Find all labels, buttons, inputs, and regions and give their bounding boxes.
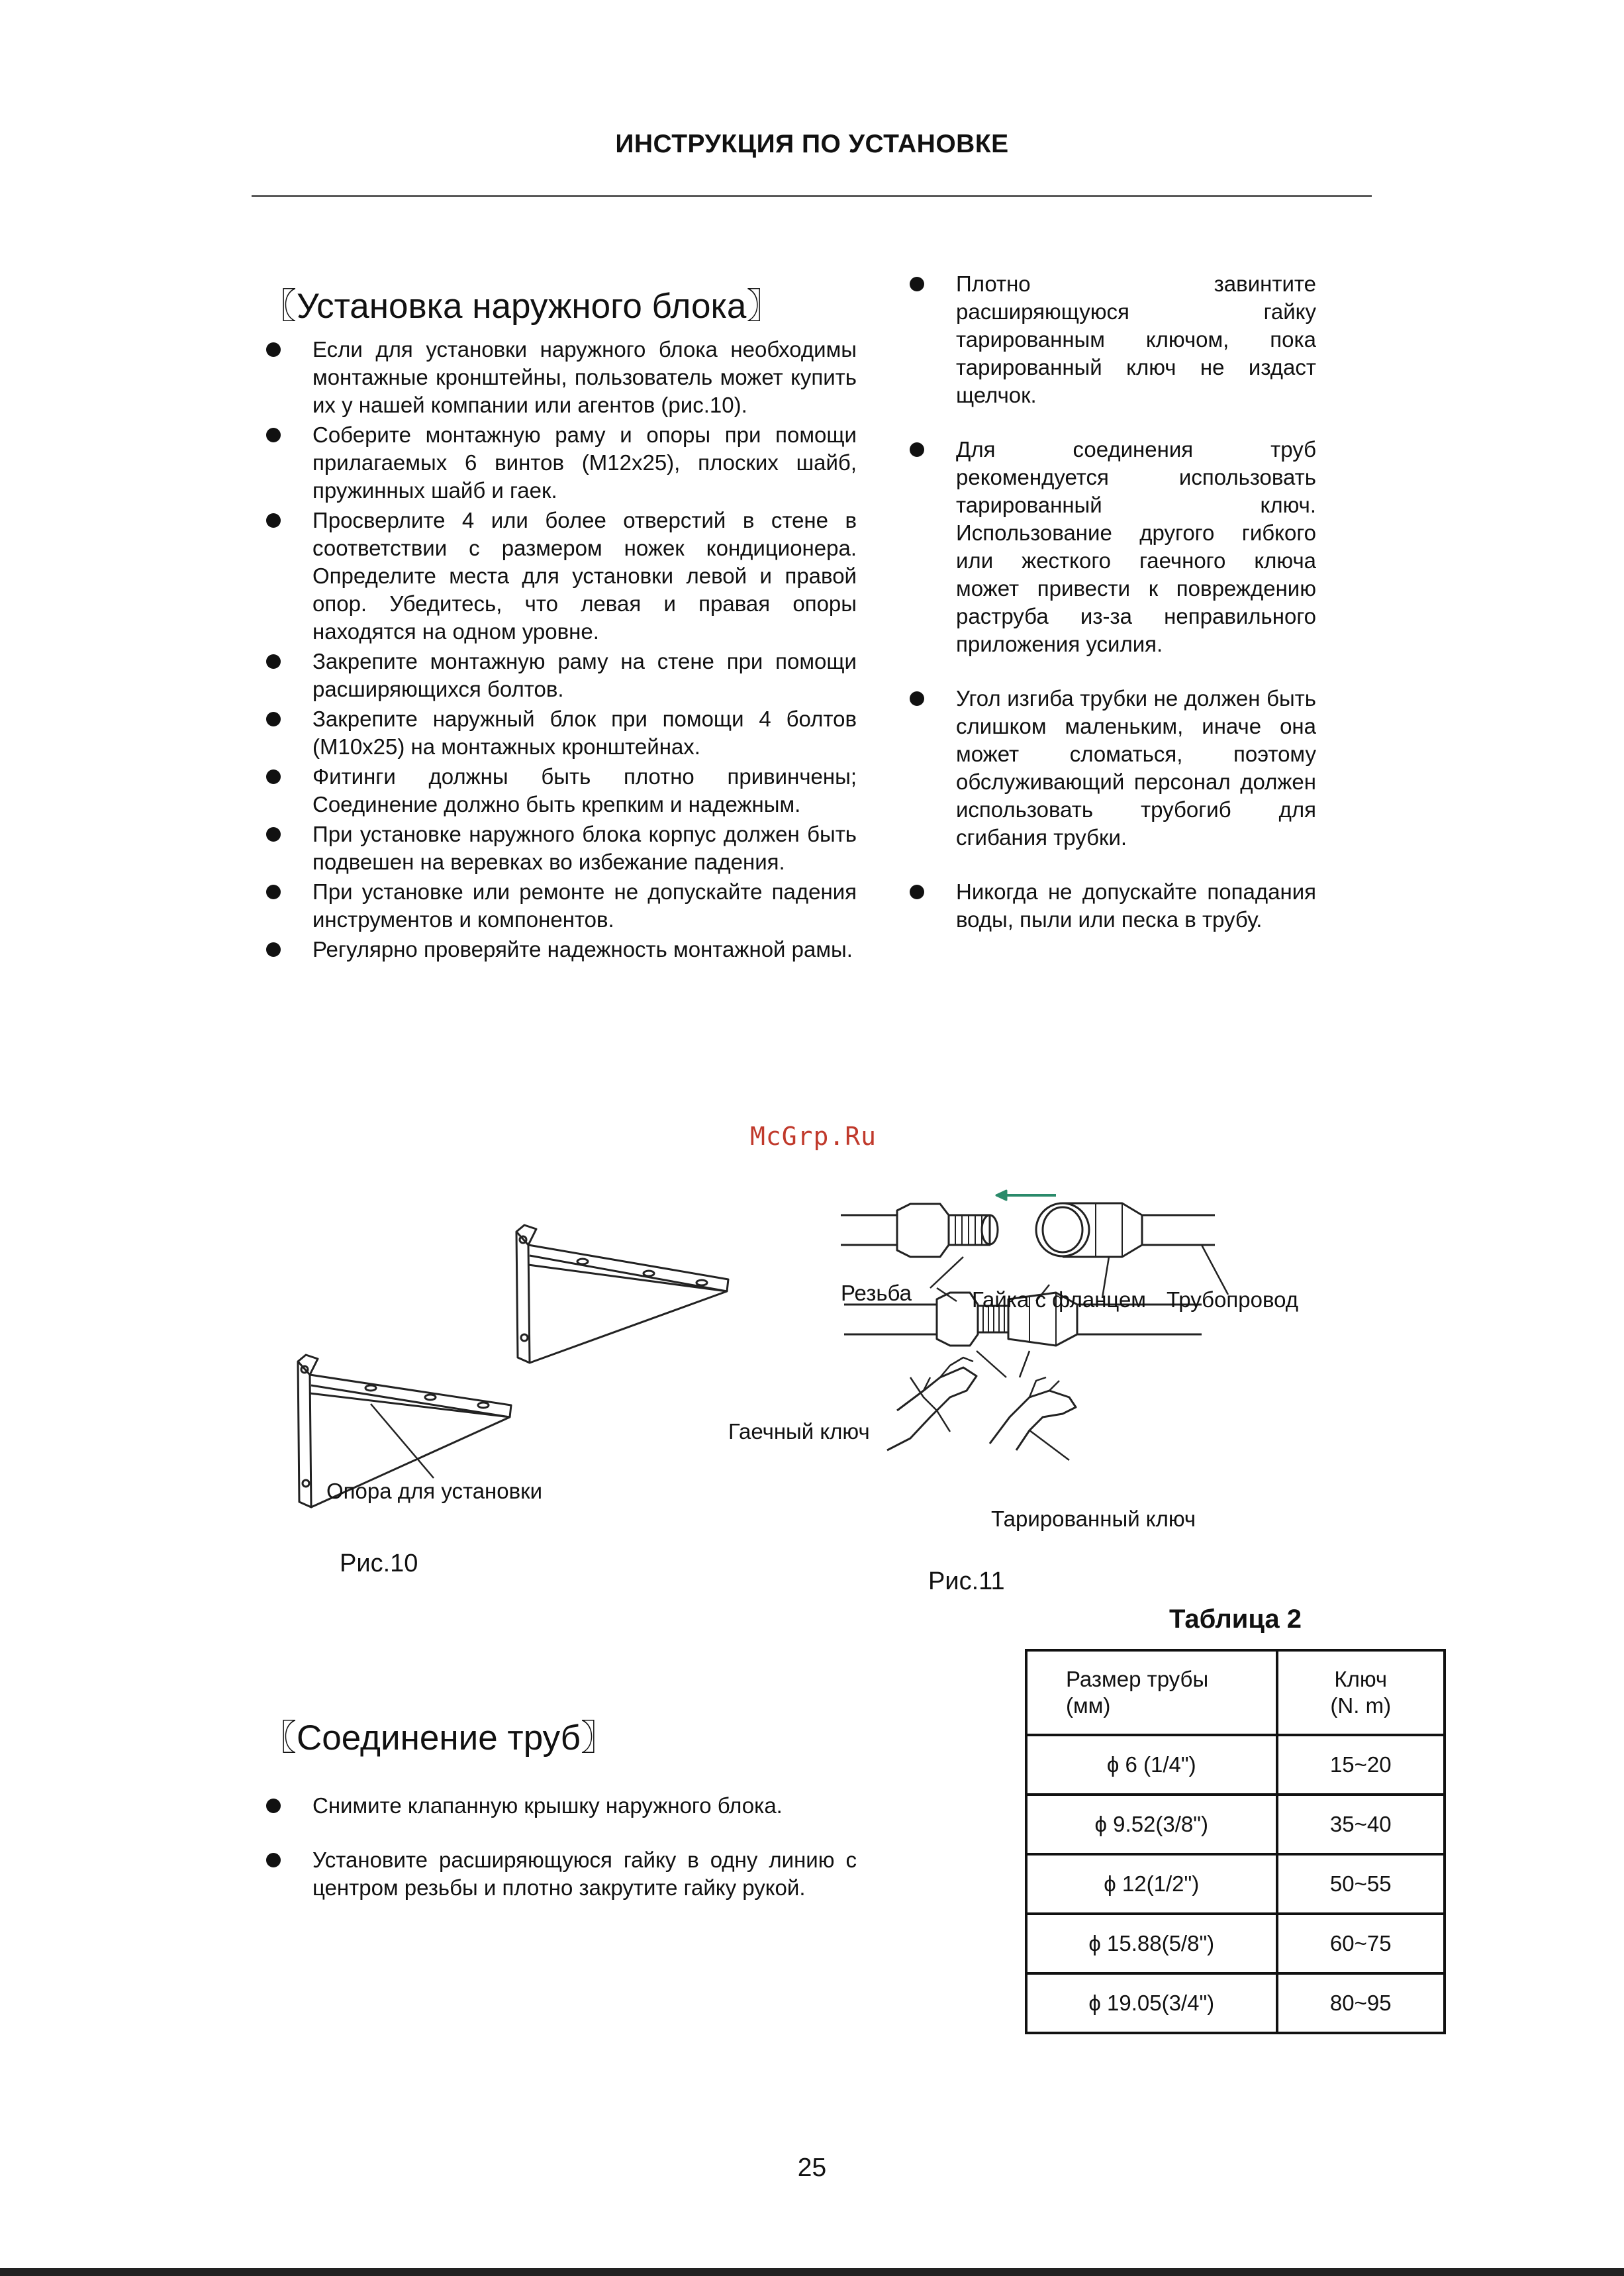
figure-11-caption: Рис.11 xyxy=(928,1567,1005,1595)
list-item: Закрепите монтажную раму на стене при помощи расширяющихся болтов. xyxy=(260,648,857,703)
bullet-icon xyxy=(266,712,281,726)
bullet-icon xyxy=(266,1853,281,1867)
pipe-end-opening xyxy=(1036,1203,1089,1256)
wrench-hand-icon xyxy=(887,1367,977,1450)
list-item: Снимите клапанную крышку наружного блока. xyxy=(260,1792,857,1820)
flare-nut-left-top xyxy=(897,1204,949,1257)
torque-wrench-hand-icon xyxy=(990,1391,1076,1450)
table-cell-torque: 50~55 xyxy=(1277,1854,1445,1914)
right-column-bullet-list xyxy=(903,270,1316,960)
bullet-icon xyxy=(266,513,281,528)
table-row xyxy=(1026,1914,1445,1973)
label-flare-nut: Гайка с фланцем xyxy=(972,1287,1146,1312)
table-cell-size: ϕ 9.52(3/8") xyxy=(1026,1795,1277,1854)
bracket-back-plate xyxy=(516,1232,530,1363)
pipe-right-top xyxy=(1142,1215,1215,1245)
section-title-pipe-connection: 〖Соединение труб〗 xyxy=(262,1718,616,1757)
table-cell-size: ϕ 19.05(3/4") xyxy=(1026,1973,1277,2033)
table-cell-size: ϕ 12(1/2") xyxy=(1026,1854,1277,1914)
list-item: При установке наружного блока корпус должен быть подвешен на веревках во избежание падения. xyxy=(260,820,857,876)
figure-10-bracket-drawing xyxy=(278,1205,755,1523)
bullet-icon xyxy=(910,442,924,457)
figure-11-pipe-connection-drawing xyxy=(831,1179,1321,1497)
table-header-pipe-size: Размер трубы (мм) xyxy=(1026,1650,1277,1735)
figure-10-caption: Рис.10 xyxy=(340,1550,418,1577)
bullet-icon xyxy=(266,769,281,784)
list-item: При установке или ремонте не допускайте падения инструментов и компонентов. xyxy=(260,878,857,934)
table-cell-torque: 60~75 xyxy=(1277,1914,1445,1973)
bullet-icon xyxy=(266,885,281,899)
list-item: Плотно завинтите расширяющуюся гайку тарированным ключом, пока тарированный ключ не издаст щелчок. xyxy=(903,270,1316,409)
bullet-icon xyxy=(266,654,281,669)
label-torque-wrench: Тарированный ключ xyxy=(991,1507,1196,1531)
table-cell-size: ϕ 15.88(5/8") xyxy=(1026,1914,1277,1973)
label-wrench: Гаечный ключ xyxy=(728,1419,870,1444)
table-cell-torque: 80~95 xyxy=(1277,1973,1445,2033)
bullet-icon xyxy=(910,885,924,899)
table-header-torque: Ключ (N. m) xyxy=(1277,1650,1445,1735)
table-row xyxy=(1026,1795,1445,1854)
outdoor-unit-bullet-list xyxy=(260,336,857,965)
pipe-left-top xyxy=(841,1215,897,1245)
pipe-connection-bullet-list xyxy=(260,1792,857,1928)
table-row xyxy=(1026,1854,1445,1914)
watermark-text: McGrp.Ru xyxy=(750,1122,877,1151)
table-header-row xyxy=(1026,1650,1445,1735)
table-row xyxy=(1026,1973,1445,2033)
header-divider xyxy=(252,195,1372,197)
bracket-back-brace xyxy=(530,1291,727,1363)
bullet-icon xyxy=(910,277,924,291)
list-item: Для соединения труб рекомендуется использовать тарированный ключ. Использование другого гибкого или жесткого гаечного ключа может привести к повреждению раструба из-за неправильного приложения усилия. xyxy=(903,436,1316,658)
pipe-left-assembled xyxy=(844,1305,937,1334)
section-title-outdoor-unit: 〖Установка наружного блока〗 xyxy=(262,287,782,326)
list-item: Угол изгиба трубки не должен быть слишком маленьким, иначе она может сломаться, поэтому обслуживающий персонал должен использовать трубогиб для сгибания трубки. xyxy=(903,685,1316,852)
list-item: Фитинги должны быть плотно привинчены; Соединение должно быть крепким и надежным. xyxy=(260,763,857,818)
label-pipeline: Трубопровод xyxy=(1167,1287,1299,1312)
list-item: Соберите монтажную раму и опоры при помощи прилагаемых 6 винтов (М12x25), плоских шайб, пружинных шайб и гаек. xyxy=(260,421,857,505)
list-item: Никогда не допускайте попадания воды, пыли или песка в трубу. xyxy=(903,878,1316,934)
table-cell-torque: 15~20 xyxy=(1277,1735,1445,1795)
bullet-icon xyxy=(266,1799,281,1813)
bullet-icon xyxy=(910,691,924,706)
page-number: 25 xyxy=(797,2153,827,2182)
list-item: Закрепите наружный блок при помощи 4 болтов (М10x25) на монтажных кронштейнах. xyxy=(260,705,857,761)
bullet-icon xyxy=(266,942,281,957)
label-thread: Резьба xyxy=(841,1281,912,1305)
table-row xyxy=(1026,1735,1445,1795)
table-cell-torque: 35~40 xyxy=(1277,1795,1445,1854)
list-item: Установите расширяющуюся гайку в одну линию с центром резьбы и плотно закрутите гайку рукой. xyxy=(260,1846,857,1902)
bullet-icon xyxy=(266,428,281,442)
label-mounting-support: Опора для установки xyxy=(326,1479,543,1503)
torque-table xyxy=(1025,1649,1446,2034)
thread-icon xyxy=(955,1215,982,1245)
table-2-title: Таблица 2 xyxy=(1169,1605,1302,1634)
bottom-border xyxy=(0,2268,1624,2276)
list-item: Если для установки наружного блока необходимы монтажные кронштейны, пользователь может купить их у нашей компании или агентов (рис.10). xyxy=(260,336,857,419)
table-cell-size: ϕ 6 (1/4") xyxy=(1026,1735,1277,1795)
list-item: Регулярно проверяйте надежность монтажной рамы. xyxy=(260,936,857,964)
page-header-title: ИНСТРУКЦИЯ ПО УСТАНОВКЕ xyxy=(615,130,1009,158)
bullet-icon xyxy=(266,827,281,842)
list-item: Просверлите 4 или более отверстий в стене в соответствии с размером ножек кондиционера. Определите места для установки левой и правой опор. Убедитесь, что левая и правая опоры находятся на одном уровне. xyxy=(260,507,857,646)
bullet-icon xyxy=(266,342,281,357)
